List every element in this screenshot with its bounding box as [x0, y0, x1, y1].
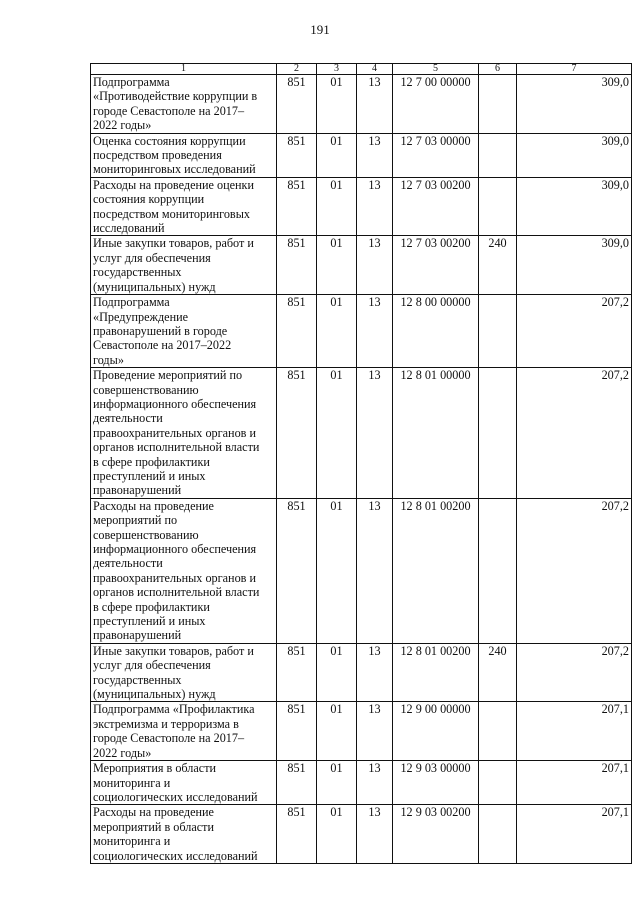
row-expense-type-cell [479, 702, 517, 761]
row-target-article-cell: 12 9 03 00000 [393, 761, 479, 805]
column-header: 4 [357, 64, 393, 75]
table-row [91, 236, 632, 295]
row-name-cell: Иные закупки товаров, работ и услуг для обеспечения государственных (муниципальных) нужд [91, 236, 277, 295]
row-grbs-cell: 851 [277, 498, 317, 643]
page-number: 191 [310, 22, 330, 37]
row-subsection-cell: 13 [357, 236, 393, 295]
row-name-cell: Подпрограмма «Противодействие коррупции в городе Севастополе на 2017– 2022 годы» [91, 75, 277, 134]
table-row [91, 761, 632, 805]
row-target-article-cell: 12 8 01 00000 [393, 368, 479, 499]
row-subsection-cell: 13 [357, 643, 393, 702]
budget-table [90, 63, 632, 864]
row-expense-type-cell [479, 75, 517, 134]
row-grbs-cell: 851 [277, 761, 317, 805]
row-section-cell: 01 [317, 133, 357, 177]
table-row [91, 805, 632, 864]
row-section-cell: 01 [317, 643, 357, 702]
row-grbs-cell: 851 [277, 643, 317, 702]
row-name-cell: Расходы на проведение мероприятий по совершенствованию информационного обеспечения деятельности правоохранительных органов и органов исполнительной власти в сфере профилактики преступлений и иных правонарушений [91, 498, 277, 643]
row-amount-cell: 207,2 [517, 498, 632, 643]
row-section-cell: 01 [317, 805, 357, 864]
table-row [91, 133, 632, 177]
row-subsection-cell: 13 [357, 805, 393, 864]
row-subsection-cell: 13 [357, 498, 393, 643]
row-target-article-cell: 12 9 03 00200 [393, 805, 479, 864]
row-expense-type-cell [479, 761, 517, 805]
row-grbs-cell: 851 [277, 295, 317, 368]
column-header: 6 [479, 64, 517, 75]
row-section-cell: 01 [317, 236, 357, 295]
row-amount-cell: 207,2 [517, 368, 632, 499]
row-target-article-cell: 12 8 00 00000 [393, 295, 479, 368]
table-row [91, 702, 632, 761]
row-subsection-cell: 13 [357, 177, 393, 236]
row-name-cell: Подпрограмма «Предупреждение правонарушений в городе Севастополе на 2017–2022 годы» [91, 295, 277, 368]
row-section-cell: 01 [317, 702, 357, 761]
row-expense-type-cell [479, 133, 517, 177]
row-name-cell: Оценка состояния коррупции посредством проведения мониторинговых исследований [91, 133, 277, 177]
row-section-cell: 01 [317, 368, 357, 499]
row-section-cell: 01 [317, 177, 357, 236]
column-header: 3 [317, 64, 357, 75]
row-section-cell: 01 [317, 295, 357, 368]
row-target-article-cell: 12 8 01 00200 [393, 498, 479, 643]
row-amount-cell: 309,0 [517, 236, 632, 295]
column-header: 2 [277, 64, 317, 75]
row-amount-cell: 207,1 [517, 805, 632, 864]
row-grbs-cell: 851 [277, 177, 317, 236]
row-amount-cell: 207,2 [517, 643, 632, 702]
row-subsection-cell: 13 [357, 368, 393, 499]
table-row [91, 75, 632, 134]
table-header-row [91, 64, 632, 75]
row-target-article-cell: 12 7 03 00000 [393, 133, 479, 177]
row-grbs-cell: 851 [277, 805, 317, 864]
row-subsection-cell: 13 [357, 75, 393, 134]
row-amount-cell: 309,0 [517, 177, 632, 236]
table-row [91, 498, 632, 643]
row-grbs-cell: 851 [277, 368, 317, 499]
row-name-cell: Подпрограмма «Профилактика экстремизма и терроризма в городе Севастополе на 2017– 2022 годы» [91, 702, 277, 761]
row-target-article-cell: 12 7 03 00200 [393, 177, 479, 236]
table-row [91, 177, 632, 236]
row-amount-cell: 309,0 [517, 75, 632, 134]
row-expense-type-cell [479, 177, 517, 236]
row-grbs-cell: 851 [277, 236, 317, 295]
row-grbs-cell: 851 [277, 702, 317, 761]
row-expense-type-cell [479, 295, 517, 368]
row-target-article-cell: 12 8 01 00200 [393, 643, 479, 702]
row-name-cell: Расходы на проведение мероприятий в области мониторинга и социологических исследований [91, 805, 277, 864]
row-amount-cell: 207,2 [517, 295, 632, 368]
row-target-article-cell: 12 7 03 00200 [393, 236, 479, 295]
column-header: 7 [517, 64, 632, 75]
table-row [91, 643, 632, 702]
row-section-cell: 01 [317, 761, 357, 805]
row-expense-type-cell [479, 805, 517, 864]
row-amount-cell: 207,1 [517, 702, 632, 761]
row-expense-type-cell [479, 498, 517, 643]
row-subsection-cell: 13 [357, 702, 393, 761]
table-row [91, 295, 632, 368]
row-expense-type-cell: 240 [479, 236, 517, 295]
row-name-cell: Иные закупки товаров, работ и услуг для обеспечения государственных (муниципальных) нужд [91, 643, 277, 702]
row-amount-cell: 309,0 [517, 133, 632, 177]
row-grbs-cell: 851 [277, 75, 317, 134]
column-header: 5 [393, 64, 479, 75]
row-subsection-cell: 13 [357, 295, 393, 368]
row-section-cell: 01 [317, 75, 357, 134]
column-header: 1 [91, 64, 277, 75]
row-name-cell: Проведение мероприятий по совершенствованию информационного обеспечения деятельности правоохранительных органов и органов исполнительной власти в сфере профилактики преступлений и иных правонарушений [91, 368, 277, 499]
table-row [91, 368, 632, 499]
row-section-cell: 01 [317, 498, 357, 643]
row-expense-type-cell [479, 368, 517, 499]
row-amount-cell: 207,1 [517, 761, 632, 805]
row-grbs-cell: 851 [277, 133, 317, 177]
row-subsection-cell: 13 [357, 761, 393, 805]
row-expense-type-cell: 240 [479, 643, 517, 702]
row-name-cell: Мероприятия в области мониторинга и социологических исследований [91, 761, 277, 805]
row-subsection-cell: 13 [357, 133, 393, 177]
row-target-article-cell: 12 7 00 00000 [393, 75, 479, 134]
row-name-cell: Расходы на проведение оценки состояния коррупции посредством мониторинговых исследований [91, 177, 277, 236]
row-target-article-cell: 12 9 00 00000 [393, 702, 479, 761]
